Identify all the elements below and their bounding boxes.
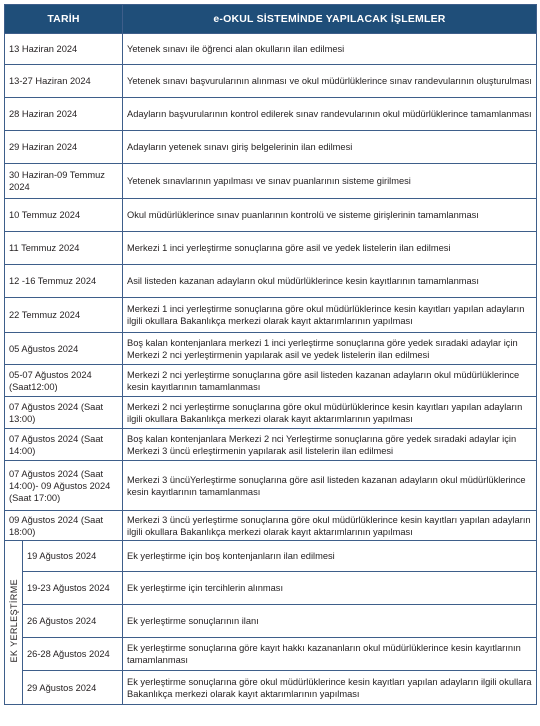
operation-cell: Ek yerleştirme sonuçlarına göre okul müdürlüklerince kesin kayıtları yapılan adayların ilgili okullara Bakanlıkça merkezi olarak kayıt aktarımlarının yapılması — [123, 671, 537, 705]
table-header-row — [5, 5, 537, 34]
date-cell: 29 Haziran 2024 — [5, 131, 123, 164]
table-row — [5, 298, 537, 333]
operation-cell: Adayların yetenek sınavı giriş belgelerinin ilan edilmesi — [123, 131, 537, 164]
date-cell: 10 Temmuz 2024 — [5, 199, 123, 232]
table-row — [5, 511, 537, 541]
operation-cell: Merkezi 1 inci yerleştirme sonuçlarına göre okul müdürlüklerince kesin kayıtları yapılan adayların ilgili okullara Bakanlıkça merkezi olarak kayıt aktarımlarının yapılması — [123, 298, 537, 333]
operation-cell: Merkezi 3 üncüYerleştirme sonuçlarına göre asil listeden kazanan adayların okul müdürlüklerince kesin kayıtlarının tamamlanması — [123, 461, 537, 511]
table-row — [5, 429, 537, 461]
date-cell: 30 Haziran-09 Temmuz 2024 — [5, 164, 123, 199]
table-row — [5, 199, 537, 232]
date-cell: 07 Ağustos 2024 (Saat 13:00) — [5, 397, 123, 429]
ek-table-row — [5, 541, 537, 572]
operation-cell: Merkezi 1 inci yerleştirme sonuçlarına göre asil ve yedek listelerin ilan edilmesi — [123, 232, 537, 265]
date-cell: 12 -16 Temmuz 2024 — [5, 265, 123, 298]
date-cell: 09 Ağustos 2024 (Saat 18:00) — [5, 511, 123, 541]
table-row — [5, 98, 537, 131]
ek-table-row — [5, 638, 537, 671]
operation-cell: Ek yerleştirme sonuçlarının ilanı — [123, 605, 537, 638]
operation-cell: Merkezi 2 nci yerleştirme sonuçlarına göre asil listeden kazanan adayların okul müdürlüklerince kesin kayıtlarının tamamlanması — [123, 365, 537, 397]
operation-cell: Asil listeden kazanan adayların okul müdürlüklerince kesin kayıtlarının tamamlanması — [123, 265, 537, 298]
table-row — [5, 397, 537, 429]
date-cell: 05-07 Ağustos 2024 (Saat12:00) — [5, 365, 123, 397]
operation-cell: Okul müdürlüklerince sınav puanlarının kontrolü ve sisteme girişlerinin tamamlanması — [123, 199, 537, 232]
table-row — [5, 461, 537, 511]
operation-cell: Merkezi 3 üncü yerleştirme sonuçlarına göre okul müdürlüklerince kesin kayıtları yapılan adayların ilgili okullara Bakanlıkça merkezi olarak kayıt aktarımlarının yapılması — [123, 511, 537, 541]
operations-column-header: e-OKUL SİSTEMİNDE YAPILACAK İŞLEMLER — [123, 5, 537, 34]
table-row — [5, 65, 537, 98]
ek-table-row — [5, 605, 537, 638]
operation-cell: Merkezi 2 nci yerleştirme sonuçlarına göre okul müdürlüklerince kesin kayıtları yapılan adayların ilgili okullara Bakanlıkça merkezi olarak kayıt aktarımlarının yapılması — [123, 397, 537, 429]
operation-cell: Yetenek sınavı başvurularının alınması ve okul müdürlüklerince sınav randevularının oluşturulması — [123, 65, 537, 98]
date-cell: 22 Temmuz 2024 — [5, 298, 123, 333]
operation-cell: Yetenek sınavı ile öğrenci alan okulların ilan edilmesi — [123, 34, 537, 65]
date-cell: 07 Ağustos 2024 (Saat 14:00)- 09 Ağustos 2024 (Saat 17:00) — [5, 461, 123, 511]
ek-table-row — [5, 572, 537, 605]
table-row — [5, 131, 537, 164]
operation-cell: Ek yerleştirme için boş kontenjanların ilan edilmesi — [123, 541, 537, 572]
operation-cell: Boş kalan kontenjanlara Merkezi 2 nci Yerleştirme sonuçlarına göre yedek sıradaki adaylar için Merkezi 3 üncü erleştirmenin yapılarak asil listelerin ilan edilmesi — [123, 429, 537, 461]
operation-cell: Adayların başvurularının kontrol edilerek sınav randevularının okul müdürlüklerince tamamlanması — [123, 98, 537, 131]
date-column-header: TARİH — [5, 5, 123, 34]
date-cell: 19-23 Ağustos 2024 — [23, 572, 123, 605]
table-row — [5, 265, 537, 298]
table-row — [5, 333, 537, 365]
ek-table-row — [5, 671, 537, 705]
date-cell: 26 Ağustos 2024 — [23, 605, 123, 638]
operation-cell: Ek yerleştirme için tercihlerin alınması — [123, 572, 537, 605]
table-row — [5, 365, 537, 397]
operation-cell: Boş kalan kontenjanlara merkezi 1 inci yerleştirme sonuçlarına göre yedek sıradaki adaylar için Merkezi 2 nci yerleştirmenin yapılarak asil ve yedek listelerin ilan edilmesi — [123, 333, 537, 365]
ek-yerlestirme-label-cell — [5, 541, 23, 705]
date-cell: 29 Ağustos 2024 — [23, 671, 123, 705]
table-row — [5, 164, 537, 199]
date-cell: 26-28 Ağustos 2024 — [23, 638, 123, 671]
table-row — [5, 232, 537, 265]
ek-yerlestirme-label: EK YERLEŞTİRME — [8, 579, 19, 663]
table-row — [5, 34, 537, 65]
date-cell: 11 Temmuz 2024 — [5, 232, 123, 265]
operation-cell: Yetenek sınavlarının yapılması ve sınav puanlarının sisteme girilmesi — [123, 164, 537, 199]
schedule-table — [4, 4, 537, 705]
date-cell: 13-27 Haziran 2024 — [5, 65, 123, 98]
date-cell: 05 Ağustos 2024 — [5, 333, 123, 365]
operation-cell: Ek yerleştirme sonuçlarına göre kayıt hakkı kazananların okul müdürlüklerince kesin kayıtlarının tamamlanması — [123, 638, 537, 671]
date-cell: 07 Ağustos 2024 (Saat 14:00) — [5, 429, 123, 461]
date-cell: 28 Haziran 2024 — [5, 98, 123, 131]
date-cell: 13 Haziran 2024 — [5, 34, 123, 65]
date-cell: 19 Ağustos 2024 — [23, 541, 123, 572]
